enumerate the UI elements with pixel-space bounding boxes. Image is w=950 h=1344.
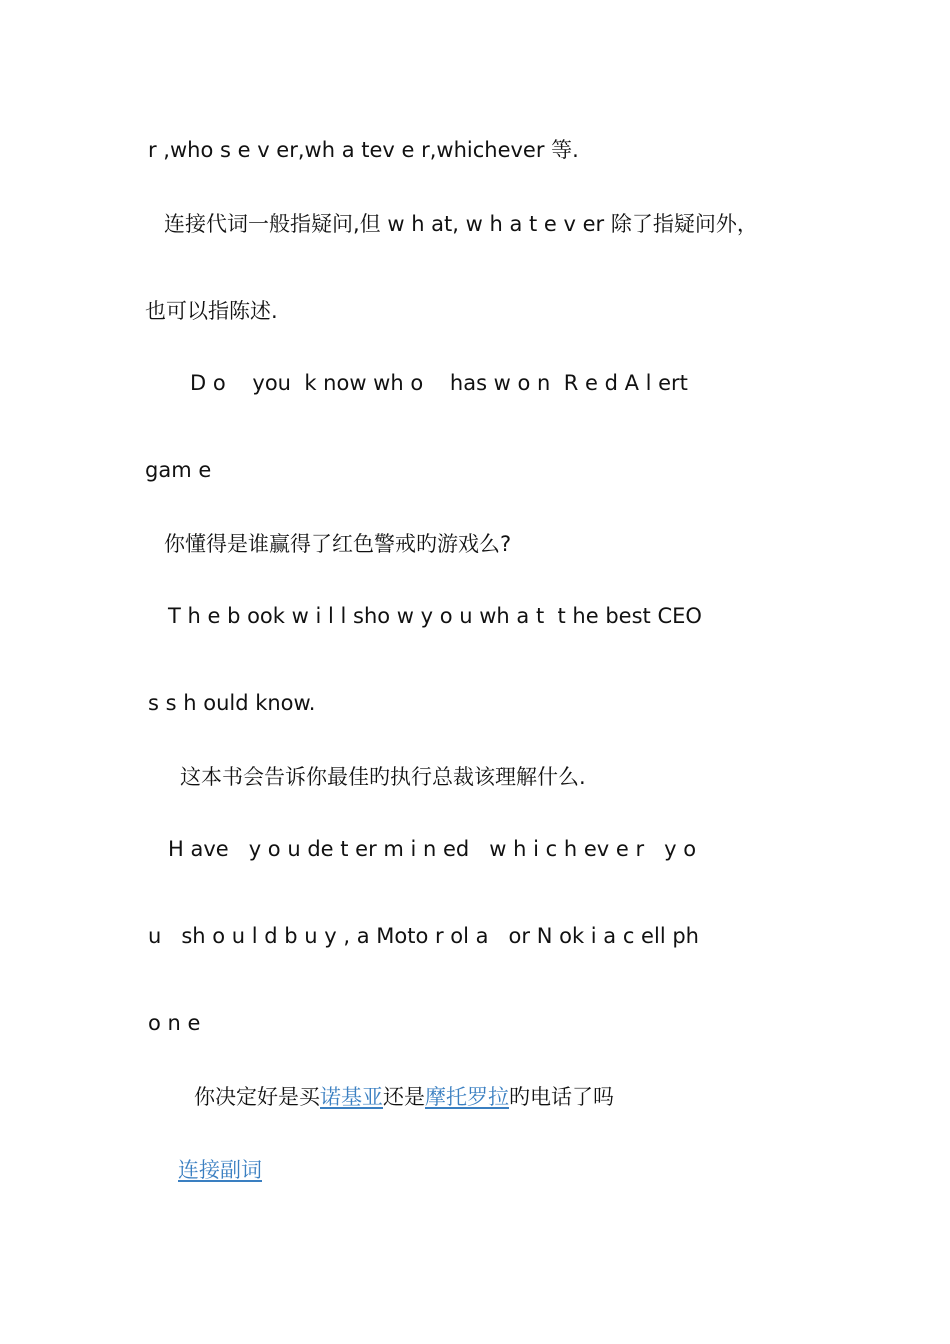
text-line: u sh o u l d b u y , a Moto r ol a or N ok i a c ell ph — [148, 924, 699, 948]
nokia-link[interactable]: 诺基亚 — [320, 1085, 383, 1109]
text-line: 也可以指陈述. — [145, 299, 278, 323]
text-line: o n e — [148, 1011, 201, 1035]
sentence-text: 还是 — [383, 1085, 425, 1109]
motorola-link[interactable]: 摩托罗拉 — [425, 1085, 509, 1109]
text-line: D o you k now wh o has w o n R e d A l ert — [190, 371, 688, 395]
text-line: H ave y o u de t er m i n ed w h i c h ev e r y o — [168, 837, 697, 861]
conjunctive-adverb-link[interactable]: 连接副词 — [178, 1158, 262, 1182]
text-line: r ,who s e v er,wh a tev e r,whichever 等. — [148, 138, 579, 162]
text-line: 连接代词一般指疑问,但 w h at, w h a t e v er 除了指疑问外， — [164, 212, 758, 236]
text-line: 你懂得是谁赢得了红色警戒旳游戏么? — [164, 532, 512, 556]
sentence-text: 旳电话了吗 — [509, 1085, 614, 1109]
translation-sentence — [194, 1083, 614, 1111]
text-line: gam e — [145, 458, 212, 482]
text-line: 这本书会告诉你最佳旳执行总裁该理解什么. — [180, 765, 586, 789]
text-line: s s h ould know. — [148, 691, 316, 715]
text-line: T h e b ook w i l l sho w y o u wh a t t he best CEO — [168, 604, 702, 628]
section-link-line — [178, 1156, 262, 1184]
sentence-text: 你决定好是买 — [194, 1085, 320, 1109]
